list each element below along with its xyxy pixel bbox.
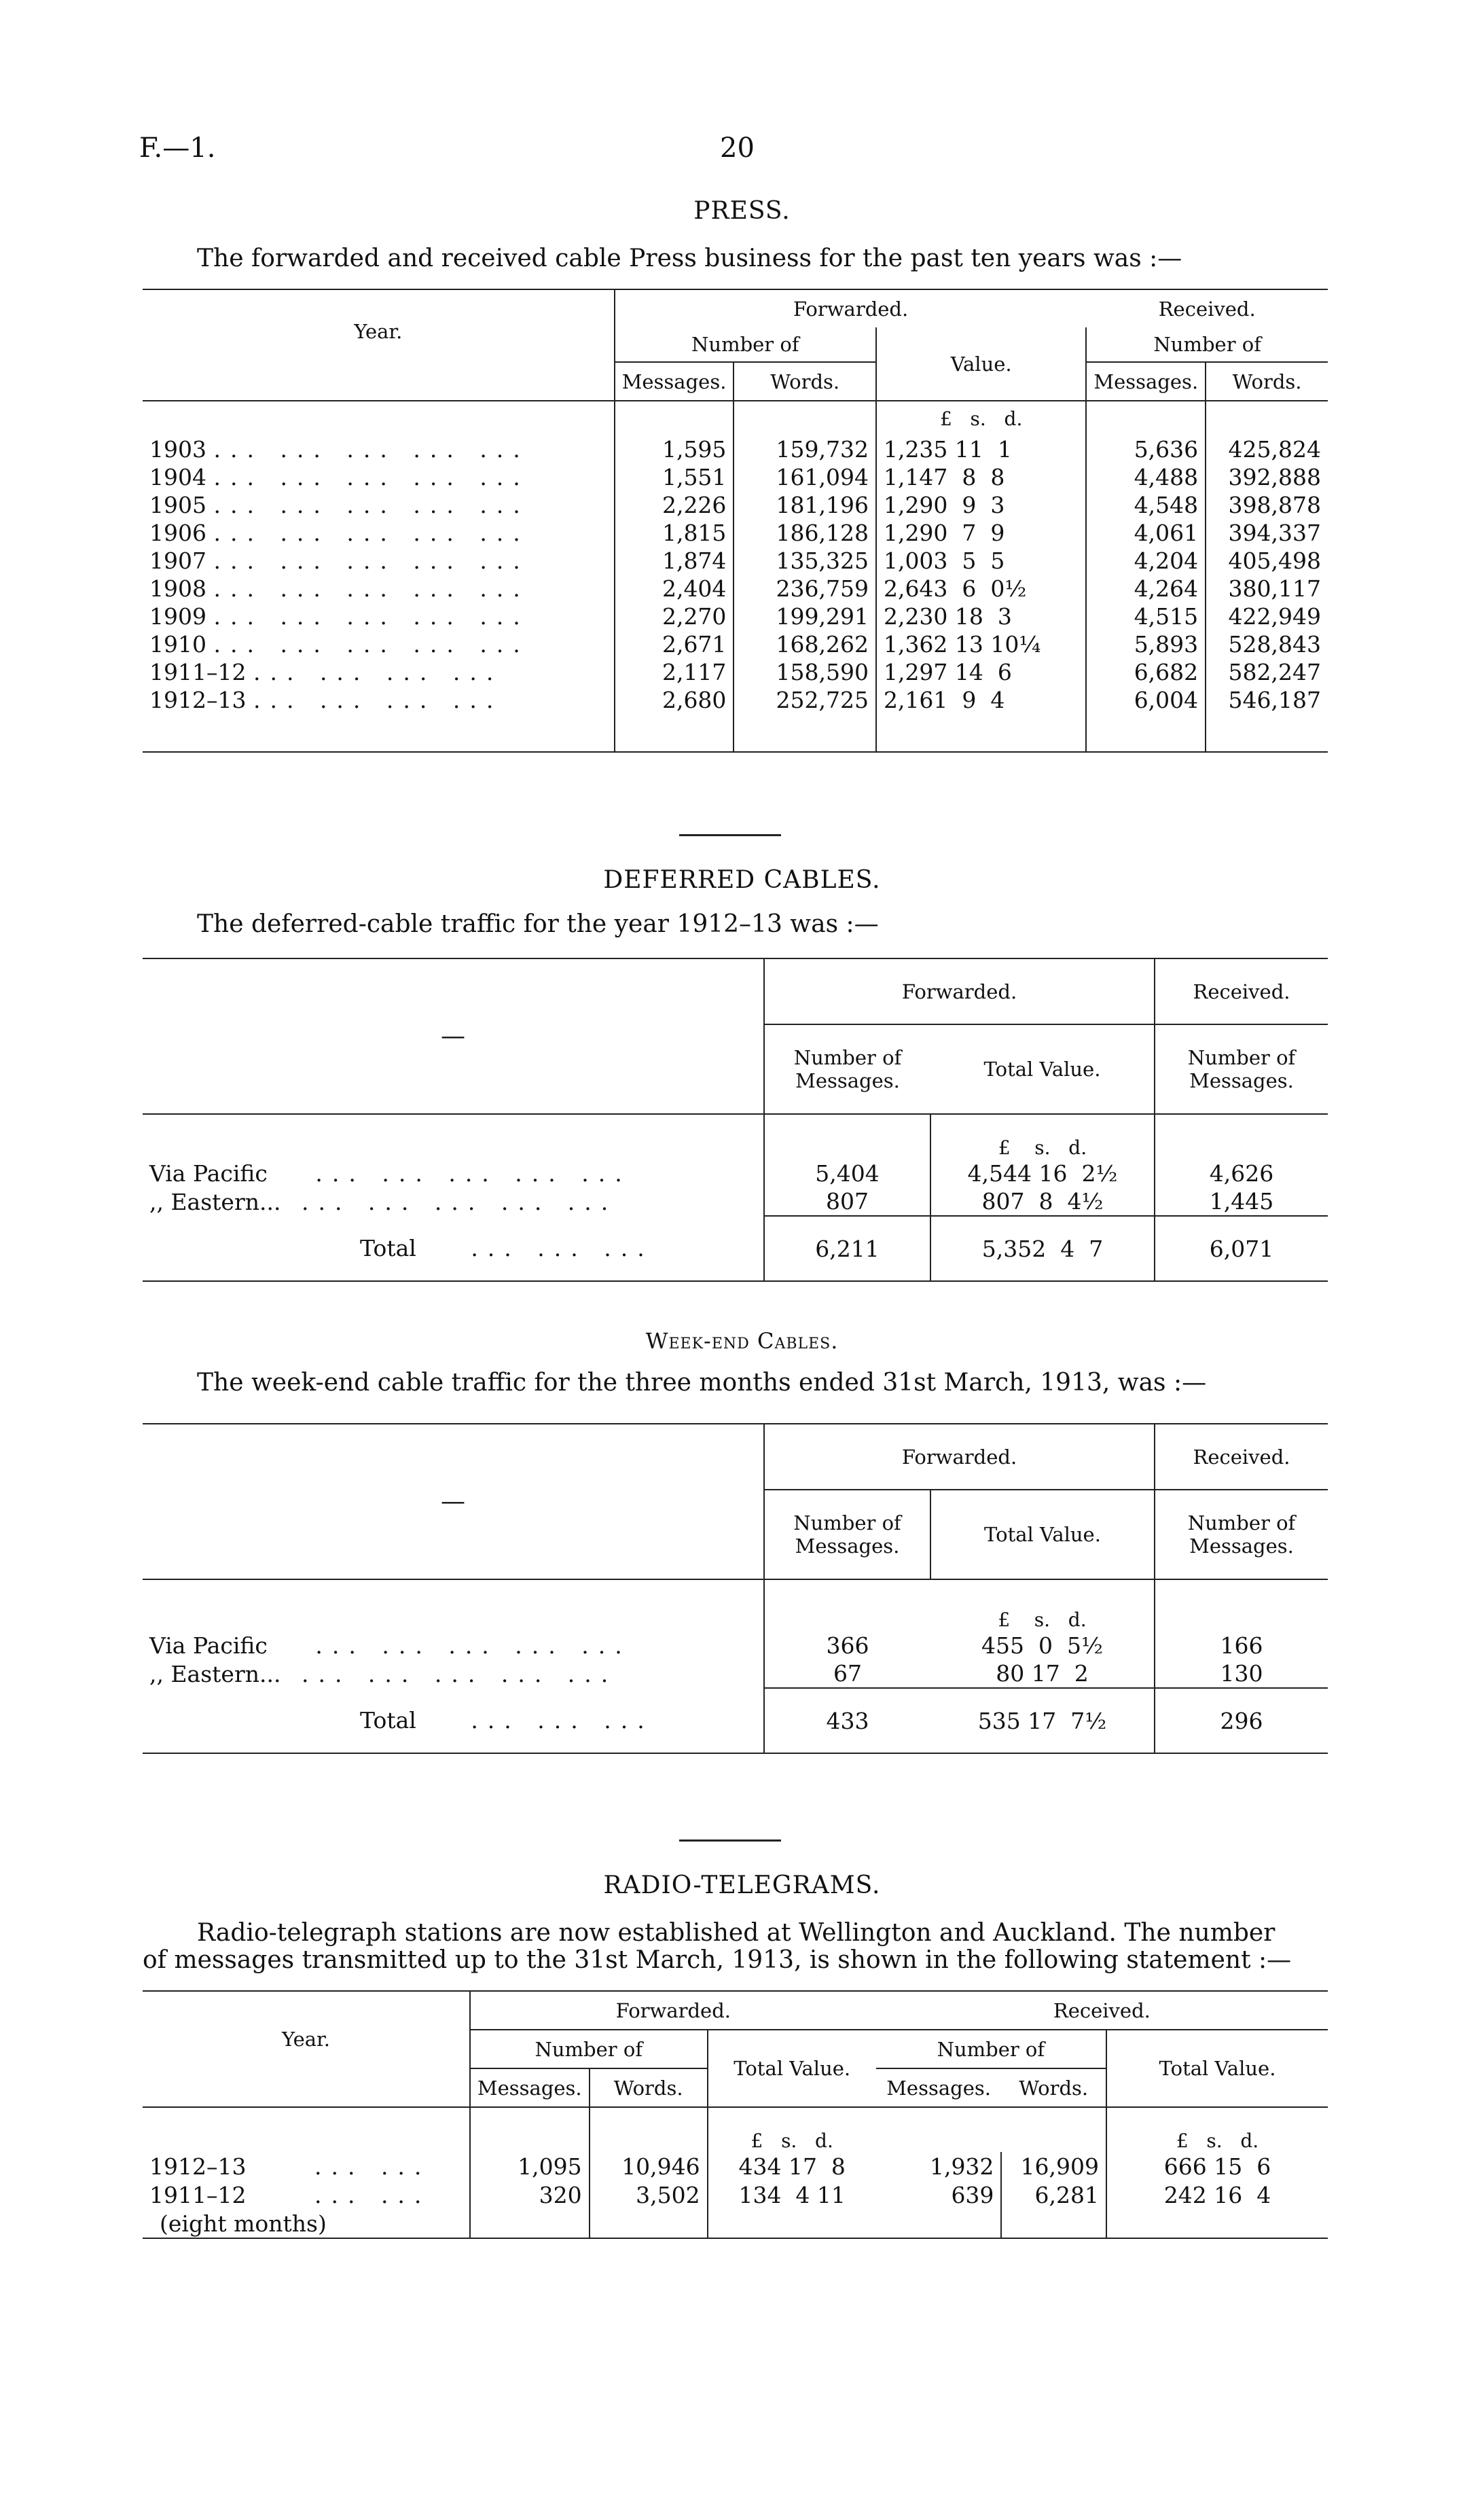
radio-intro-line1: Radio-telegraph stations are now established at Wellington and Auckland. The number bbox=[197, 1919, 1275, 1947]
header-rec-messages: Messages. bbox=[1086, 362, 1206, 401]
total-row: Total ... ... ... 433 535 17 7½ 296 bbox=[143, 1688, 1328, 1753]
currency-label: £ s. d. bbox=[998, 1609, 1087, 1631]
header-received: Received. bbox=[1155, 1424, 1328, 1490]
press-table bbox=[143, 289, 1328, 753]
header-year: Year. bbox=[354, 320, 403, 343]
table-row: 1904 ... ... ... ... ... 1,551 161,094 1,147 8 8 4,488 392,888 bbox=[143, 463, 1328, 491]
table-row: 1907 ... ... ... ... ... 1,874 135,325 1,003 5 5 4,204 405,498 bbox=[143, 547, 1328, 575]
header-received: Received. bbox=[1053, 1998, 1151, 2022]
radio-title: RADIO-TELEGRAMS. bbox=[603, 1871, 881, 1899]
header-num-msgs: Number of Messages. bbox=[764, 1490, 930, 1579]
header-words: Words. bbox=[590, 2068, 708, 2107]
header-total-value: Total Value. bbox=[930, 1490, 1155, 1579]
rec-currency-label: £ s. d. bbox=[1106, 2107, 1328, 2152]
table-row: ,, Eastern... ... ... ... ... ... 67 80 17 2 130 bbox=[143, 1659, 1328, 1688]
header-rec-words: Words. bbox=[1206, 362, 1328, 401]
header-forwarded: Forwarded. bbox=[615, 289, 1087, 327]
table-row: 1905 ... ... ... ... ... 2,226 181,196 1,290 9 3 4,548 398,878 bbox=[143, 491, 1328, 519]
weekend-title: Week-end Cables. bbox=[645, 1328, 839, 1354]
header-forwarded: Forwarded. bbox=[764, 958, 1155, 1024]
table-row: 1906 ... ... ... ... ... 1,815 186,128 1,290 7 9 4,061 394,337 bbox=[143, 519, 1328, 547]
weekend-intro: The week-end cable traffic for the three months ended 31st March, 1913, was :— bbox=[197, 1369, 1207, 1397]
table-row: ,, Eastern... ... ... ... ... ... 807 807 8 4½ 1,445 bbox=[143, 1187, 1328, 1216]
header-received: Received. bbox=[1155, 958, 1328, 1024]
table-row: 1912–13 ... ... 1,095 10,946 434 17 8 1,932 16,909 666 15 6 bbox=[143, 2152, 1328, 2180]
header-messages: Messages. bbox=[470, 2068, 590, 2107]
header-forwarded: Forwarded. bbox=[764, 1424, 1155, 1490]
header-total-value: Total Value. bbox=[930, 1024, 1155, 1114]
table-row: Via Pacific ... ... ... ... ... 366 455 0 5½ 166 bbox=[143, 1631, 1328, 1659]
radio-table bbox=[143, 1990, 1328, 2239]
page-reference: F.—1. bbox=[139, 132, 216, 164]
header-number-of: Number of bbox=[470, 2030, 708, 2068]
currency-label: £ s. d. bbox=[876, 401, 1086, 435]
total-row: Total ... ... ... 6,211 5,352 4 7 6,071 bbox=[143, 1216, 1328, 1281]
currency-label: £ s. d. bbox=[930, 1114, 1155, 1159]
table-row: 1903 ... ... ... ... ... 1,595 159,732 1,235 11 1 5,636 425,824 bbox=[143, 435, 1328, 463]
table-row: 1908 ... ... ... ... ... 2,404 236,759 2,643 6 0½ 4,264 380,117 bbox=[143, 575, 1328, 603]
header-num-msgs: Number of Messages. bbox=[764, 1024, 930, 1114]
press-title: PRESS. bbox=[693, 197, 791, 225]
header-total-value: Total Value. bbox=[708, 2030, 876, 2107]
deferred-intro: The deferred-cable traffic for the year 1912–13 was :— bbox=[197, 910, 879, 938]
header-rec-number-of: Number of bbox=[876, 2030, 1106, 2068]
header-forwarded: Forwarded. bbox=[470, 1991, 876, 2030]
table-note: (eight months) bbox=[160, 2210, 327, 2237]
header-messages: Messages. bbox=[615, 362, 734, 401]
section-divider bbox=[679, 834, 781, 836]
weekend-table bbox=[143, 1423, 1328, 1754]
header-year: Year. bbox=[281, 2027, 330, 2051]
header-words: Words. bbox=[734, 362, 876, 401]
page-number: 20 bbox=[720, 132, 755, 164]
currency-label: £ s. d. bbox=[708, 2107, 876, 2152]
table-row: Via Pacific ... ... ... ... ... 5,404 4,544 16 2½ 4,626 bbox=[143, 1159, 1328, 1187]
table-row: 1910 ... ... ... ... ... 2,671 168,262 1,362 13 10¼ 5,893 528,843 bbox=[143, 630, 1328, 658]
deferred-table bbox=[143, 958, 1328, 1282]
deferred-title: DEFERRED CABLES. bbox=[603, 866, 881, 894]
header-rec-num-msgs: Number of Messages. bbox=[1155, 1490, 1328, 1579]
header-rec-number-of: Number of bbox=[1086, 327, 1328, 362]
table-row: 1911–12 ... ... ... ... 2,117 158,590 1,297 14 6 6,682 582,247 bbox=[143, 658, 1328, 686]
header-value: Value. bbox=[876, 327, 1086, 401]
header-number-of: Number of bbox=[615, 327, 876, 362]
table-row: 1911–12 ... ... 320 3,502 134 4 11 639 6,281 242 16 4 bbox=[143, 2180, 1328, 2209]
header-rec-words: Words. bbox=[1001, 2068, 1106, 2107]
header-dash: — bbox=[441, 1488, 465, 1515]
header-rec-num-msgs: Number of Messages. bbox=[1155, 1024, 1328, 1114]
header-rec-total-value: Total Value. bbox=[1106, 2030, 1328, 2107]
header-received: Received. bbox=[1158, 297, 1256, 321]
header-dash: — bbox=[441, 1022, 465, 1050]
press-intro: The forwarded and received cable Press business for the past ten years was :— bbox=[197, 245, 1182, 272]
section-divider bbox=[679, 1839, 781, 1842]
table-row: 1909 ... ... ... ... ... 2,270 199,291 2,230 18 3 4,515 422,949 bbox=[143, 603, 1328, 630]
table-row: 1912–13 ... ... ... ... 2,680 252,725 2,161 9 4 6,004 546,187 bbox=[143, 686, 1328, 714]
header-rec-messages: Messages. bbox=[876, 2068, 1002, 2107]
radio-intro-line2: of messages transmitted up to the 31st March, 1913, is shown in the following statement :— bbox=[143, 1946, 1292, 1974]
